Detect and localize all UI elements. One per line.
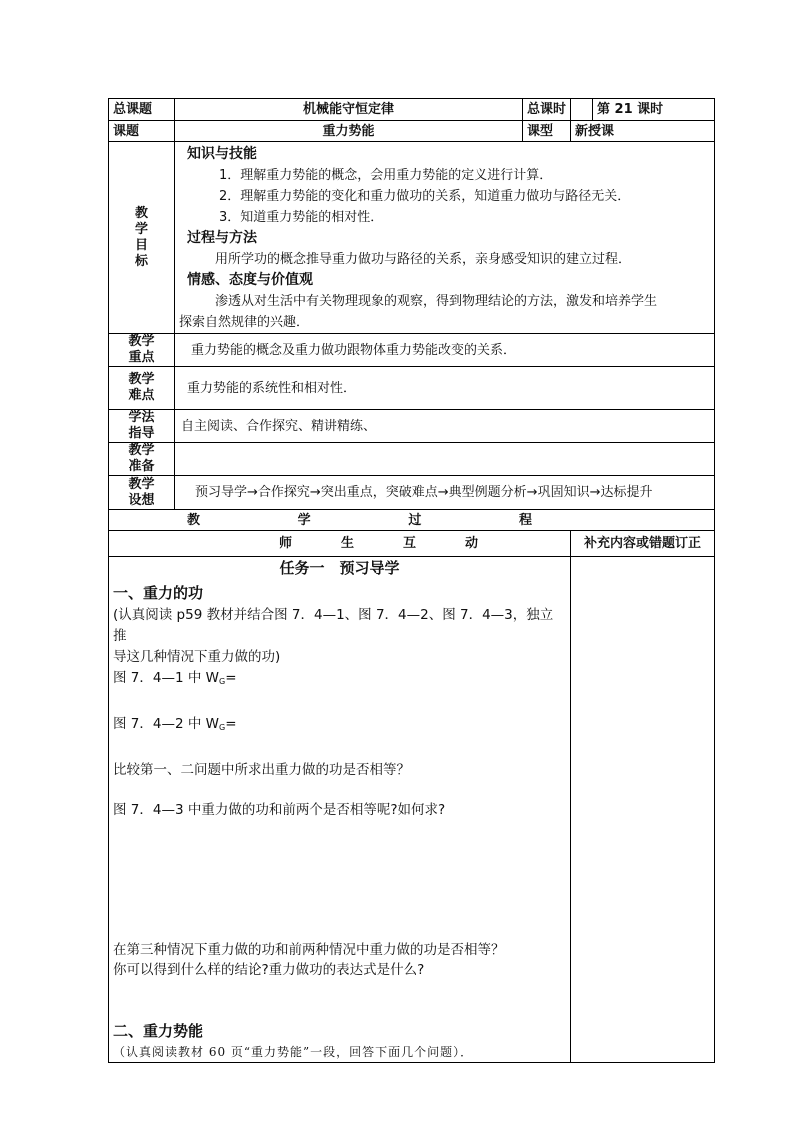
interaction-char: 师 [279,536,293,551]
topic-label: 课题 [109,121,175,142]
supplement-header: 补充内容或错题订正 [571,531,715,557]
method-row [109,410,715,443]
process-char: 学 [297,512,311,528]
total-hours-label: 总课时 [523,99,571,121]
instruction-line: (认真阅读 p59 教材并结合图 7．4—1、图 7．4—2、图 7．4—3，独立推 [113,607,554,644]
section-note: （认真阅读教材 60 页“重力势能”一段，回答下面几个问题）． [113,1045,474,1059]
process-char: 程 [518,512,532,528]
process-text: 用所学功的概念推导重力做功与路径的关系，亲身感受知识的建立过程． [215,252,632,267]
topic-value: 重力势能 [175,121,523,142]
lesson-plan-table [108,98,715,1063]
design-value: 预习导学→合作探究→突出重点，突破难点→典型例题分析→巩固知识→达标提升 [175,476,715,510]
emotion-text-line1: 渗透从对生活中有关物理现象的观察，得到物理结论的方法，激发和培养学生 [215,294,658,309]
emotion-text-line2: 探索自然规律的兴趣． [179,315,310,330]
process-char: 教 [187,512,201,528]
header-row-1 [109,99,715,121]
key-points-row [109,334,715,367]
type-value: 新授课 [571,121,715,142]
type-label: 课型 [523,121,571,142]
knowledge-item: 1．理解重力势能的概念，会用重力势能的定义进行计算． [219,168,553,183]
question-3: 比较第一、二问题中所求出重力做的功是否相等？ [113,762,410,778]
question-5: 在第三种情况下重力做的功和前两种情况中重力做的功是否相等？ [113,942,505,958]
lesson-number: 第 21 课时 [593,99,715,121]
total-hours-value [571,99,593,121]
process-title: 过程与方法 [187,230,257,246]
objectives-row [109,142,715,334]
difficult-points-row [109,367,715,410]
process-header [109,510,715,531]
difficult-points-label: 教学 难点 [109,367,175,410]
preparation-label: 教学 准备 [109,443,175,476]
main-content-row [109,557,715,1063]
objectives-content [175,142,715,334]
method-value: 自主阅读、合作探究、精讲精练、 [175,410,715,443]
total-topic-value: 机械能守恒定律 [175,99,523,121]
interaction-char: 动 [464,536,478,551]
preparation-value [175,443,715,476]
interaction-char: 互 [402,536,416,551]
difficult-points-value: 重力势能的系统性和相对性． [175,367,715,410]
section-title: 二、重力势能 [113,1022,204,1040]
total-topic-label: 总课题 [109,99,175,121]
key-points-label: 教学 重点 [109,334,175,367]
header-row-2 [109,121,715,142]
question-6: 你可以得到什么样的结论?重力做功的表达式是什么? [113,962,425,978]
question-2: 图 7．4—2 中 WG= [113,716,237,732]
emotion-title: 情感、态度与价值观 [187,272,313,288]
design-label: 教学 设想 [109,476,175,510]
objectives-label: 教 学 目 标 [109,142,175,334]
design-row [109,476,715,510]
process-char: 过 [408,512,422,528]
question-1: 图 7．4—1 中 WG= [113,670,237,686]
instruction-line: 导这几种情况下重力做的功) [113,649,281,665]
interaction-char: 生 [340,536,354,551]
key-points-value: 重力势能的概念及重力做功跟物体重力势能改变的关系． [175,334,715,367]
task-title: 任务一 预习导学 [279,559,400,577]
question-4: 图 7．4—3 中重力做的功和前两个是否相等呢?如何求? [113,802,446,818]
main-content [109,557,571,1063]
knowledge-item: 2．理解重力势能的变化和重力做功的关系，知道重力做功与路径无关． [219,189,631,204]
section-title: 一、重力的功 [113,584,204,602]
supplement-content [571,557,715,1063]
process-header-row [109,510,715,531]
method-label: 学法 指导 [109,410,175,443]
knowledge-item: 3．知道重力势能的相对性． [219,210,384,225]
interaction-header [109,531,571,557]
interaction-header-row [109,531,715,557]
preparation-row [109,443,715,476]
knowledge-title: 知识与技能 [187,146,257,162]
